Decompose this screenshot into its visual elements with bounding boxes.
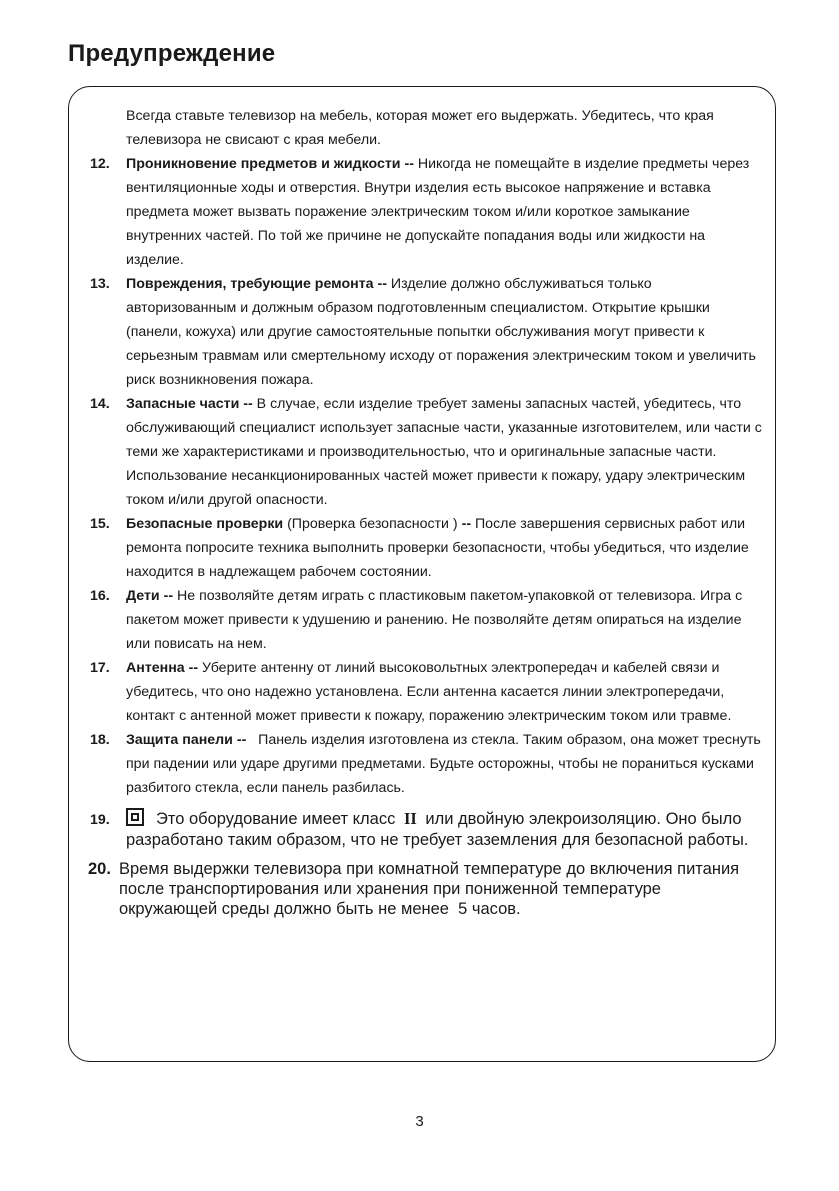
list-item-18 — [90, 728, 765, 800]
item-text-after: или двойную элекроизоляцию. Оно было разработано таким образом, что не требует заземления для безопасной работы. — [126, 810, 749, 849]
item-heading: Дети -- — [126, 588, 174, 604]
intro-text: Всегда ставьте телевизор на мебель, которая может его выдержать. Убедитесь, что края телевизора не свисают с края мебели. — [126, 108, 714, 148]
item-number: 13. — [90, 276, 110, 292]
item-heading: Запасные части -- — [126, 396, 253, 412]
item-heading: Защита панели -- — [126, 732, 247, 748]
item-number: 15. — [90, 516, 110, 532]
item-number: 16. — [90, 588, 110, 604]
list-item-14 — [90, 392, 762, 512]
list-item-19 — [90, 808, 762, 851]
item-heading: Антенна -- — [126, 660, 199, 676]
list-item-20 — [88, 859, 762, 919]
item-text-before: Это оборудование имеет класс — [156, 810, 400, 828]
item-text: Панель изделия изготовлена из стекла. Таким образом, она может треснуть при падении или ударе другими предметами. Будьте осторожны, чтобы не пораниться кусками разбитого стекла, если панель разбилась. — [126, 732, 765, 796]
item-number: 17. — [90, 660, 110, 676]
item-number: 12. — [90, 156, 110, 172]
item-number: 18. — [90, 732, 110, 748]
item-text: Никогда не помещайте в изделие предметы через вентиляционные ходы и отверстия. Внутри изделия есть высокое напряжение и вставка предмета может вызвать поражение электрическим током и/или короткое замыкание внутренних частей. По той же причине не допускайте попадания воды или жидкости на изделие. — [126, 156, 750, 268]
item-number: 20. — [88, 860, 111, 878]
class-ii-roman-numeral: II — [403, 809, 417, 828]
item-number: 19. — [90, 812, 110, 828]
item-text: Не позволяйте детям играть с пластиковым пакетом-упаковкой от телевизора. Игра с пакетом может привести к удушению и ранению. Не позволяйте детям опираться на изделие или повисать на нем. — [126, 588, 743, 652]
item-number: 14. — [90, 396, 110, 412]
warning-list — [88, 104, 765, 919]
item-text: В случае, если изделие требует замены запасных частей, убедитесь, что обслуживающий специалист использует запасные части, указанные изготовителем, или части с теми же характеристиками и производительностью, что и оригинальные запасные части. Использование несанкционированных частей может привести к пожару, удару электрическим током и/или другой опасности. — [126, 396, 762, 508]
item-heading: Проникновение предметов и жидкости -- — [126, 156, 414, 172]
item-text: Время выдержки телевизора при комнатной температуре до включения питания после транспортирования или хранения при пониженной температуре окружающей среды должно быть не менее 5 часов. — [119, 860, 744, 918]
list-item-13 — [90, 272, 762, 392]
item-heading: Повреждения, требующие ремонта -- — [126, 276, 387, 292]
item-text: Уберите антенну от линий высоковольтных электропередач и кабелей связи и убедитесь, что оно надежно установлена. Если антенна касается линии электропередачи, контакт с антенной может привести к пожару, поражению электрическим током или травме. — [126, 660, 732, 724]
page-title: Предупреждение — [68, 40, 276, 67]
list-item-15 — [90, 512, 762, 584]
item-subheading: (Проверка безопасности ) — [283, 516, 462, 532]
item-text: Изделие должно обслуживаться только авторизованным и должным образом подготовленным специалистом. Открытие крышки (панели, кожуха) или другие самостоятельные попытки обслуживания могут привести к серьезным травмам или смертельному исходу от поражения электрическим током и увеличить риск возникновения пожара. — [126, 276, 756, 388]
list-item-16 — [90, 584, 762, 656]
page-number: 3 — [415, 1113, 424, 1130]
class-ii-double-square-icon — [126, 808, 144, 826]
item-dash: -- — [461, 516, 472, 532]
item-text: После завершения сервисных работ или ремонта попросите техника выполнить проверки безопасности, чтобы убедиться, что изделие находится в надлежащем рабочем состоянии. — [126, 516, 749, 580]
list-item-17 — [90, 656, 762, 728]
list-item-12 — [90, 152, 762, 272]
intro-paragraph — [90, 104, 762, 152]
item-heading: Безопасные проверки — [126, 516, 284, 532]
